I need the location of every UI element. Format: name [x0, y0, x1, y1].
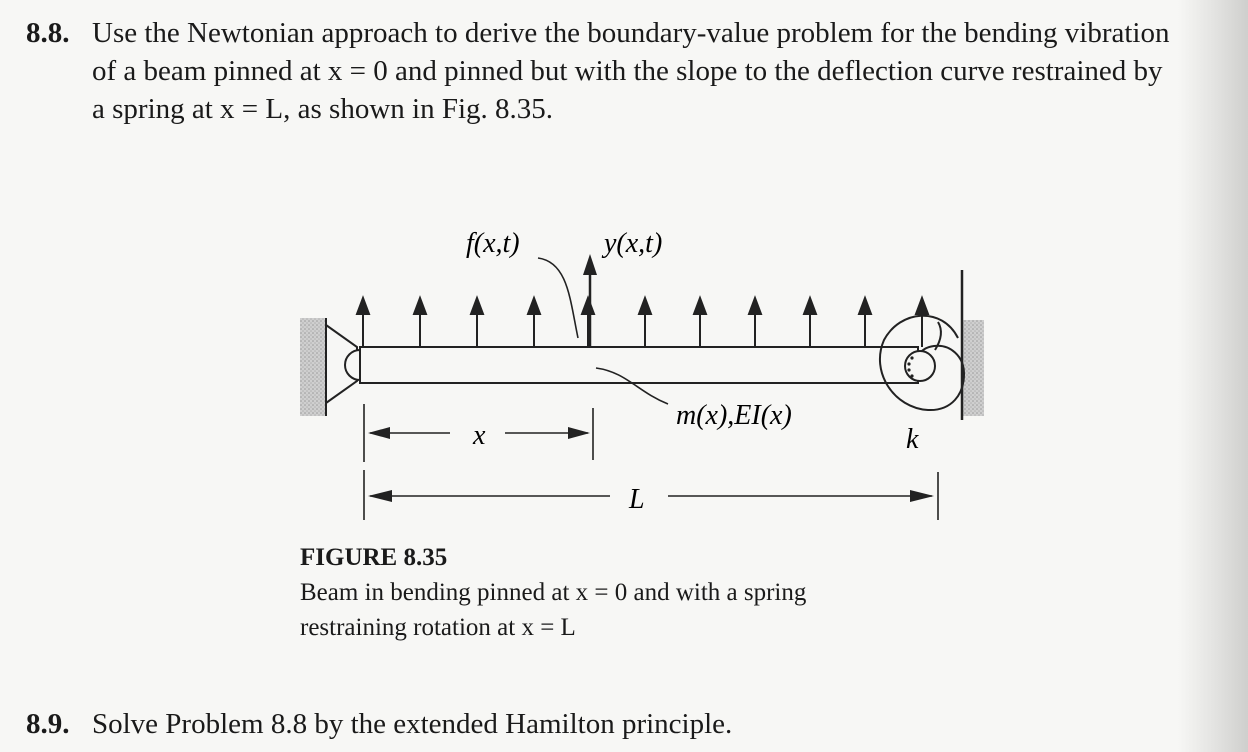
- force-label: f(x,t): [466, 228, 520, 259]
- x-dim-arrow-right: [568, 427, 590, 439]
- length-label: L: [629, 484, 645, 515]
- problem-line-3: a spring at x = L, as shown in Fig. 8.35.: [92, 93, 553, 125]
- figure-caption: [300, 540, 806, 645]
- caption-line-1: Beam in bending pinned at x = 0 and with a spring: [300, 579, 807, 606]
- force-leader: [538, 258, 578, 338]
- problem-number: 8.8.: [26, 17, 70, 49]
- deflection-label: y(x,t): [604, 228, 663, 259]
- left-wall: [300, 318, 326, 416]
- problem-number: 8.9.: [26, 708, 70, 740]
- right-wall: [962, 320, 984, 416]
- problem-line-2: of a beam pinned at x = 0 and pinned but with the slope to the deflection curve restrained by: [92, 55, 1163, 87]
- right-pin: [905, 351, 935, 381]
- problem-line-1: Use the Newtonian approach to derive the boundary-value problem for the bending vibration: [92, 17, 1170, 49]
- x-dim-arrow-left: [368, 427, 390, 439]
- L-dim-arrow-right: [910, 490, 934, 502]
- caption-line-2: restraining rotation at x = L: [300, 614, 576, 641]
- position-label: x: [473, 420, 486, 451]
- force-arrows: [357, 298, 928, 347]
- spring-label: k: [906, 424, 919, 455]
- L-dim-arrow-left: [368, 490, 392, 502]
- properties-label: m(x),EI(x): [676, 400, 792, 431]
- caption-title: FIGURE 8.35: [300, 544, 448, 571]
- problem-8-9: [26, 705, 732, 743]
- deflection-arrowhead: [583, 254, 597, 275]
- beam: [360, 347, 918, 383]
- problem-text: Solve Problem 8.8 by the extended Hamilton principle.: [92, 708, 733, 740]
